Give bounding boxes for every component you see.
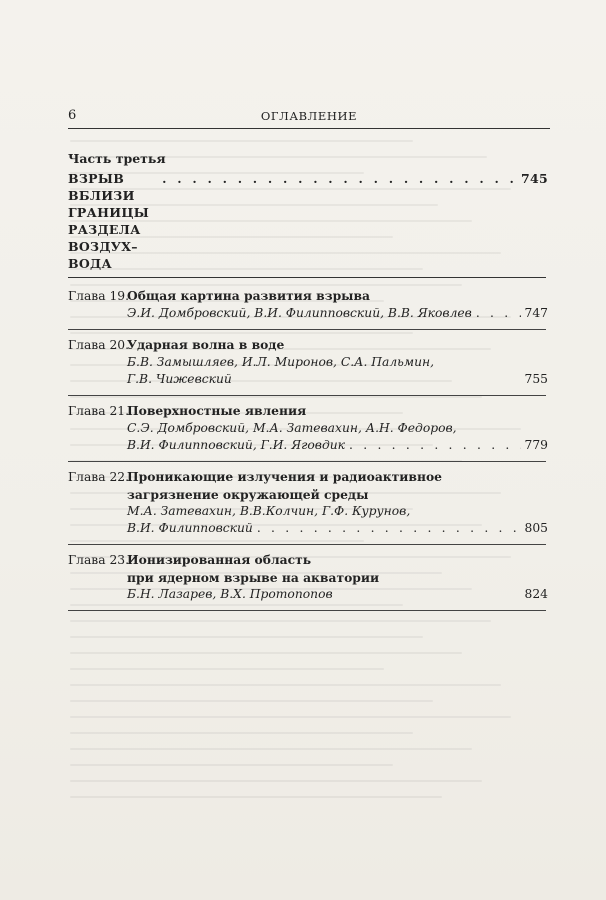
part-divider bbox=[68, 277, 546, 278]
leader-dots bbox=[257, 520, 521, 537]
chapter-authors-cont: В.И. Филипповский, Г.И. Яговдик bbox=[127, 438, 346, 452]
chapter-authors: С.Э. Домбровский, М.А. Затевахин, А.Н. Федоров, bbox=[127, 421, 457, 435]
chapter-label: Глава 23. bbox=[68, 553, 130, 567]
page-header bbox=[68, 108, 550, 129]
chapter-divider bbox=[68, 544, 546, 545]
part-title-row[interactable] bbox=[68, 170, 548, 272]
chapter-label: Глава 22. bbox=[68, 470, 130, 484]
chapter-title-cont: при ядерном взрыве на акватории bbox=[127, 570, 380, 585]
running-title: ОГЛАВЛЕНИЕ bbox=[260, 109, 358, 123]
toc-entry-chapter-20[interactable] bbox=[68, 336, 548, 388]
part-title: ВЗРЫВ ВБЛИЗИ ГРАНИЦЫ РАЗДЕЛА ВОЗДУХ–ВОДА bbox=[68, 171, 150, 271]
leader-dots bbox=[349, 437, 521, 454]
chapter-title: Ионизированная область bbox=[127, 552, 312, 567]
chapter-page-number: 779 bbox=[524, 438, 548, 452]
chapter-page-number: 755 bbox=[524, 372, 548, 386]
chapter-divider bbox=[68, 395, 546, 396]
chapter-title: Общая картина развития взрыва bbox=[127, 288, 371, 303]
chapter-label: Глава 19. bbox=[68, 289, 130, 303]
part-label: Часть третья bbox=[68, 151, 166, 166]
chapter-title-cont: загрязнение окружающей среды bbox=[127, 487, 369, 502]
chapter-page-number: 824 bbox=[524, 587, 548, 601]
table-of-contents bbox=[68, 150, 548, 617]
chapter-authors-cont: Г.В. Чижевский bbox=[127, 372, 232, 386]
page-number: 6 bbox=[68, 108, 77, 123]
chapter-title: Поверхностные явления bbox=[127, 403, 307, 418]
chapter-title: Ударная волна в воде bbox=[127, 337, 285, 352]
chapter-authors: Э.И. Домбровский, В.И. Филипповский, В.В. Яковлев bbox=[127, 306, 472, 320]
chapter-authors: Б.Н. Лазарев, В.Х. Протопопов bbox=[127, 587, 333, 601]
leader-dots bbox=[162, 170, 517, 187]
chapter-page-number: 747 bbox=[524, 306, 548, 320]
toc-entry-chapter-22[interactable] bbox=[68, 468, 548, 537]
chapter-title: Проникающие излучения и радиоактивное bbox=[127, 469, 442, 484]
toc-entry-chapter-21[interactable] bbox=[68, 402, 548, 454]
chapter-authors: М.А. Затевахин, В.В.Колчин, Г.Ф. Курунов, bbox=[127, 504, 411, 518]
chapter-page-number: 805 bbox=[524, 521, 548, 535]
chapter-divider bbox=[68, 610, 546, 611]
chapter-divider bbox=[68, 329, 546, 330]
part-page-number: 745 bbox=[521, 171, 548, 186]
chapter-label: Глава 21. bbox=[68, 404, 130, 418]
chapter-authors: Б.В. Замышляев, И.Л. Миронов, С.А. Пальмин, bbox=[127, 355, 435, 369]
chapter-divider bbox=[68, 461, 546, 462]
chapter-authors-cont: В.И. Филипповский bbox=[127, 521, 253, 535]
leader-dots bbox=[476, 305, 521, 322]
toc-entry-chapter-19[interactable] bbox=[68, 287, 548, 322]
toc-entry-chapter-23[interactable] bbox=[68, 551, 548, 603]
chapter-label: Глава 20. bbox=[68, 338, 130, 352]
